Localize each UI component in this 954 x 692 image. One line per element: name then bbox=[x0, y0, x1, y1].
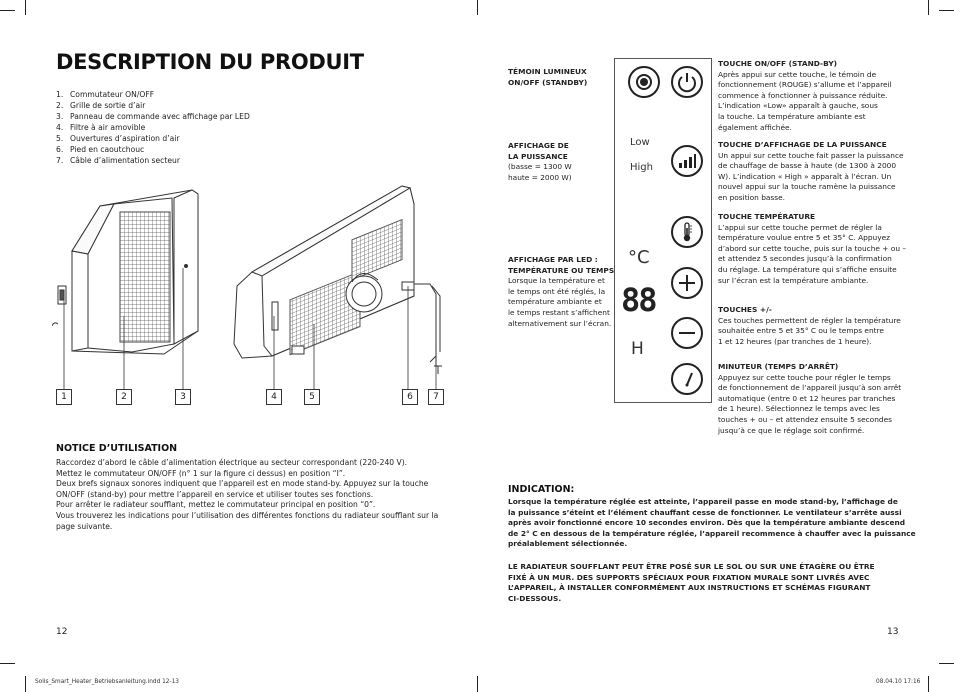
crop-mark bbox=[477, 676, 478, 692]
indication-heading: INDICATION: bbox=[508, 484, 575, 495]
list-item: 7. Câble d’alimentation secteur bbox=[56, 156, 180, 165]
footer-date: 08.04.10 17:16 bbox=[876, 679, 921, 685]
led-digits: 88 bbox=[621, 281, 656, 319]
callout-2: 2 bbox=[116, 389, 132, 405]
timer-icon[interactable] bbox=[671, 363, 703, 395]
parts-list bbox=[56, 89, 250, 166]
unit-label: °C bbox=[628, 247, 650, 268]
crop-mark bbox=[928, 0, 929, 15]
section-plus-minus: TOUCHES +/- Ces touches permettent de régler la température souhaitée entre 5 et 35° C ou le temps entre 1 et 12 heures (par tranches de 1 heure). bbox=[718, 305, 901, 346]
callout-7: 7 bbox=[428, 389, 444, 405]
power-button-icon[interactable] bbox=[671, 66, 703, 98]
section-temperature: TOUCHE TEMPÉRATURE L’appui sur cette touche permet de régler la température voulue entre 5 et 35° C. Appuyez d’abord sur cette touche, puis sur la touche + ou – et attendez 5 secondes jusqu’à la confirmation du réglage. La température qui s’affiche ensuite sur l’écran est la température ambiante. bbox=[718, 212, 907, 285]
indication-text: Lorsque la température réglée est atteinte, l’appareil passe en mode stand-by, l’affichage de la puissance s’éteint et l’élément chauffant cesse de fonctionner. Le ventilateur s’arrête aussi après avoir fonctionné encore 10 secondes environ. Dès que la température ambiante descend de 2° C en dessous de la température réglée, l’appareil recommence à chauffer avec la puissance préalablement sélectionnée. bbox=[508, 497, 916, 549]
crop-mark bbox=[939, 663, 954, 664]
control-panel bbox=[614, 58, 712, 403]
crop-mark bbox=[25, 676, 26, 692]
callout-5: 5 bbox=[304, 389, 320, 405]
notice-heading: NOTICE D’UTILISATION bbox=[56, 443, 178, 454]
section-timer: MINUTEUR (TEMPS D’ARRÊT) Appuyez sur cette touche pour régler le temps de fonctionnement de l’appareil jusqu’à son arrêt automatique (entre 0 et 12 heures par tranches de 1 heure). Sélectionnez le temps avec les touches + ou – et attendez ensuite 5 secondes jusqu’à ce que le réglage soit confirmé. bbox=[718, 362, 902, 435]
label-indicator: TÉMOIN LUMINEUX ON/OFF (STANDBY) bbox=[508, 67, 588, 87]
page-number-left: 12 bbox=[56, 627, 68, 637]
plus-icon[interactable] bbox=[671, 267, 703, 299]
crop-mark bbox=[25, 0, 26, 15]
crop-mark bbox=[0, 10, 15, 11]
page-number-right: 13 bbox=[887, 627, 899, 637]
heater-illustration bbox=[52, 176, 452, 406]
callout-3: 3 bbox=[175, 389, 191, 405]
crop-mark bbox=[0, 663, 15, 664]
list-item: 6. Pied en caoutchouc bbox=[56, 145, 145, 154]
list-item: 1. Commutateur ON/OFF bbox=[56, 90, 155, 99]
callout-6: 6 bbox=[402, 389, 418, 405]
notice-text: Raccordez d’abord le câble d’alimentation électrique au secteur correspondant (220-240 V). Mettez le commutateur ON/OFF (n° 1 sur la figure ci dessus) en position “I”. Deux brefs signaux sonores indiquent que l’appareil est en mode stand-by. Appuyez sur la touche ON/OFF (stand-by) pour mettre l’appareil en service et utiliser toutes ses fonctions. Pour arrêter le radiateur soufflant, mettez le commutateur principal en position “0”. Vous trouverez les indications pour l’utilisation des différentes fonctions du radiateur soufflant sur la page suivante. bbox=[56, 458, 439, 531]
minus-icon[interactable] bbox=[671, 317, 703, 349]
power-indicator-icon bbox=[628, 66, 660, 98]
hour-label: H bbox=[631, 339, 644, 359]
high-label: High bbox=[630, 162, 653, 173]
list-item: 3. Panneau de commande avec affichage par LED bbox=[56, 112, 250, 121]
section-power: TOUCHE D’AFFICHAGE DE LA PUISSANCE Un appui sur cette touche fait passer la puissance de chauffage de basse à haute (de 1300 à 2000 W). L’indication « High » apparaît à l’écran. Un nouvel appui sur la touche ramène la puissance en position basse. bbox=[718, 140, 904, 202]
low-label: Low bbox=[630, 137, 650, 148]
label-led-display: AFFICHAGE PAR LED : TEMPÉRATURE OU TEMPS Lorsque la température et le temps ont été réglés, la température ambiante et le temps restant s’affichent alternativement sur l’écran. bbox=[508, 255, 615, 328]
list-item: 5. Ouvertures d’aspiration d’air bbox=[56, 134, 180, 143]
list-item: 2. Grille de sortie d’air bbox=[56, 101, 146, 110]
footer-filename: Solis_Smart_Heater_Betriebsanleitung.indd 12-13 bbox=[35, 679, 179, 685]
callout-1: 1 bbox=[56, 389, 72, 405]
section-onoff: TOUCHE ON/OFF (STAND-BY) Après appui sur cette touche, le témoin de fonctionnement (ROUGE) s’allume et l’appareil commence à fonctionner à puissance réduite. L’indication «Low» apparaît à gauche, sous la touche. La température ambiante est également affichée. bbox=[718, 59, 892, 132]
label-power-display: AFFICHAGE DE LA PUISSANCE (basse = 1300 W haute = 2000 W) bbox=[508, 141, 572, 182]
crop-mark bbox=[477, 0, 478, 15]
crop-mark bbox=[939, 10, 954, 11]
warning-text: LE RADIATEUR SOUFFLANT PEUT ÊTRE POSÉ SUR LE SOL OU SUR UNE ÉTAGÈRE OU ÊTRE FIXÉ À UN MUR. DES SUPPORTS SPÉCIAUX POUR FIXATION MURALE SONT LIVRÉS AVEC L’APPAREIL, À INSTALLER CONFORMÉMENT AUX INSTRUCTIONS ET SCHÉMAS FIGURANT CI-DESSOUS. bbox=[508, 562, 875, 603]
thermometer-icon[interactable] bbox=[671, 216, 703, 248]
callout-4: 4 bbox=[266, 389, 282, 405]
page-title: DESCRIPTION DU PRODUIT bbox=[56, 50, 364, 74]
power-level-icon[interactable] bbox=[671, 145, 703, 177]
list-item: 4. Filtre à air amovible bbox=[56, 123, 146, 132]
crop-mark bbox=[928, 676, 929, 692]
